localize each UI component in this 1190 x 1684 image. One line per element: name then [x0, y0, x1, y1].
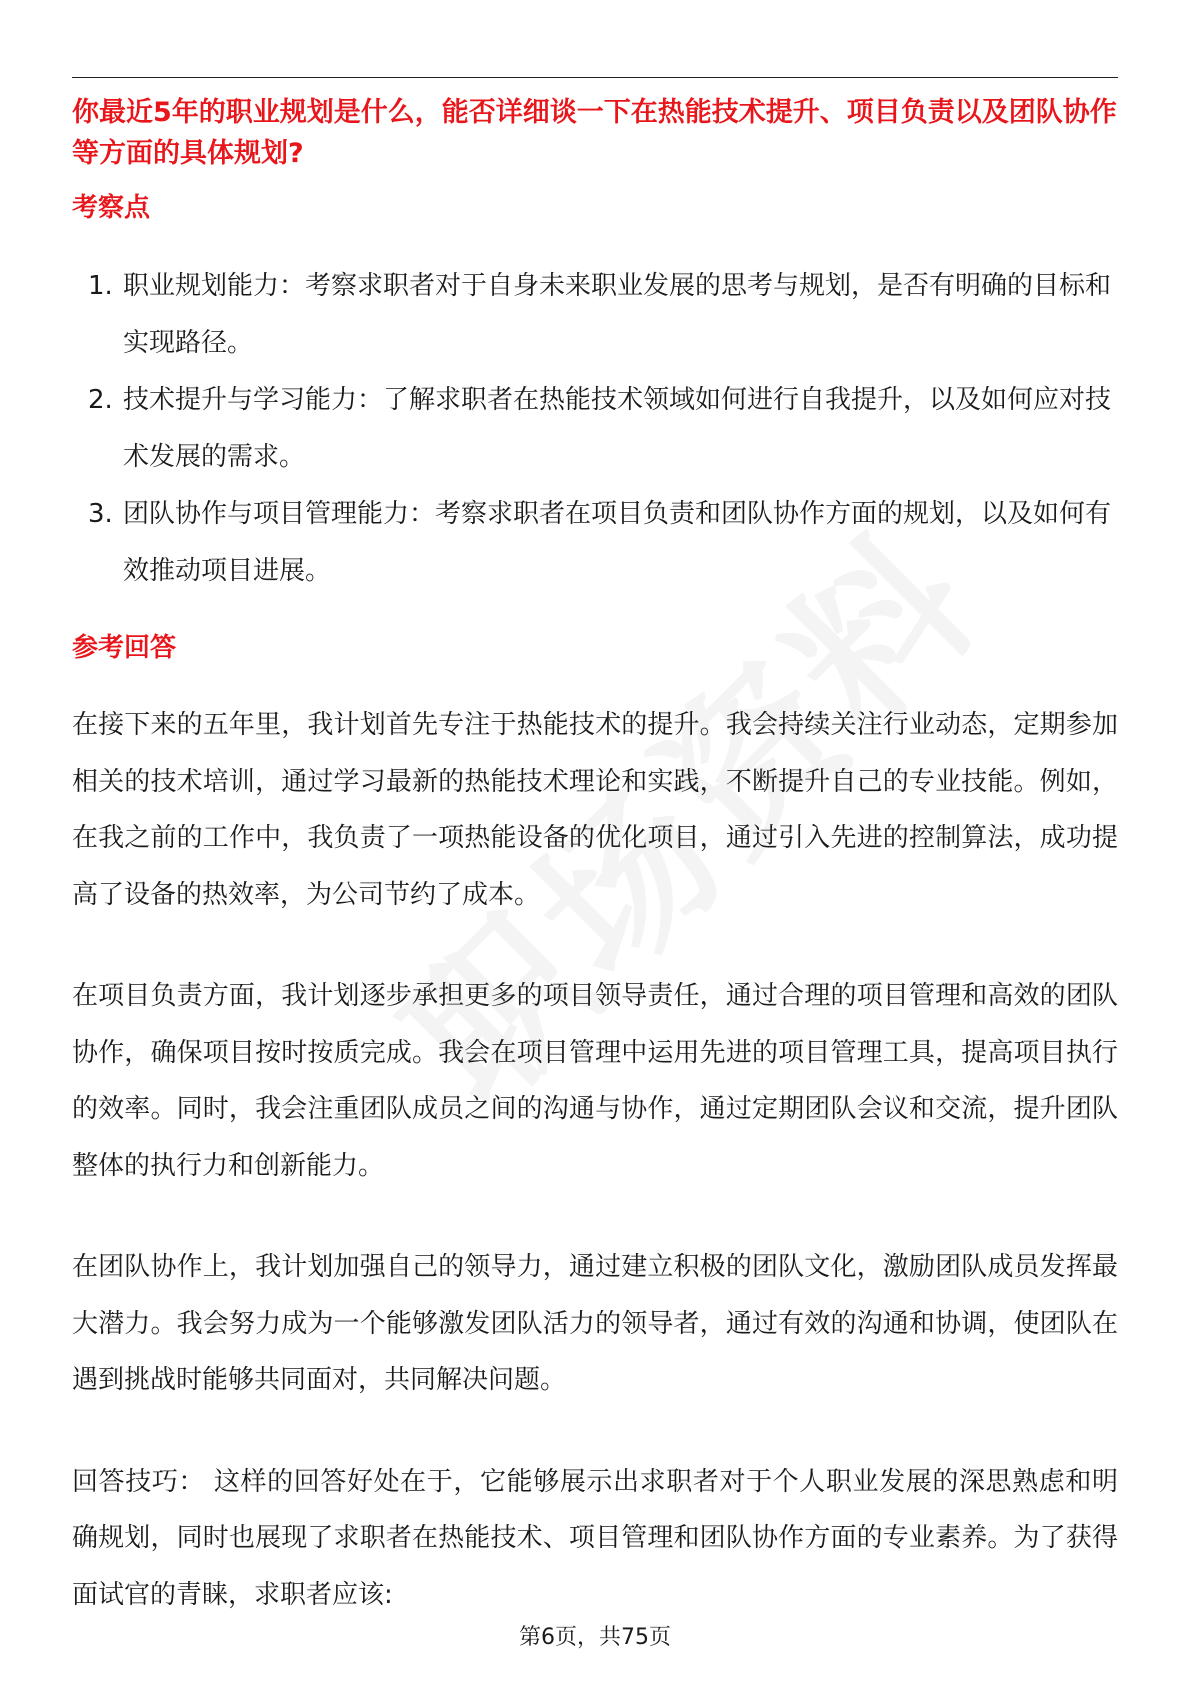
- page-footer: 第6页，共75页: [519, 1625, 671, 1650]
- list-item-text: 团队协作与项目管理能力：考察求职者在项目负责和团队协作方面的规划，以及如何有效推动项目进展。: [123, 499, 1112, 586]
- list-item-text: 技术提升与学习能力：了解求职者在热能技术领域如何进行自我提升，以及如何应对技术发展的需求。: [123, 385, 1112, 472]
- list-item-text: 职业规划能力：考察求职者对于自身未来职业发展的思考与规划，是否有明确的目标和实现路径。: [123, 271, 1112, 358]
- paragraph-tips: 回答技巧： 这样的回答好处在于，它能够展示出求职者对于个人职业发展的深思熟虑和明确规划，同时也展现了求职者在热能技术、项目管理和团队协作方面的专业素养。为了获得面试官的青睐，求职者应该:: [72, 1466, 1118, 1610]
- list-number: 1.: [88, 271, 113, 301]
- list-item: [72, 372, 1118, 486]
- section-title-points: 考察点: [72, 193, 151, 223]
- question-heading: 你最近5年的职业规划是什么，能否详细谈一下在热能技术提升、项目负责以及团队协作等方面的具体规划?: [72, 97, 1117, 169]
- list-number: 3.: [88, 499, 113, 529]
- list-item: [72, 258, 1118, 372]
- paragraph: 在团队协作上，我计划加强自己的领导力，通过建立积极的团队文化，激励团队成员发挥最大潜力。我会努力成为一个能够激发团队活力的领导者，通过有效的沟通和协调，使团队在遇到挑战时能够共同面对，共同解决问题。: [72, 1252, 1118, 1395]
- paragraph: 在项目负责方面，我计划逐步承担更多的项目领导责任，通过合理的项目管理和高效的团队协作，确保项目按时按质完成。我会在项目管理中运用先进的项目管理工具，提高项目执行的效率。同时，我会注重团队成员之间的沟通与协作，通过定期团队会议和交流，提升团队整体的执行力和创新能力。: [72, 981, 1118, 1181]
- paragraph: 在接下来的五年里，我计划首先专注于热能技术的提升。我会持续关注行业动态，定期参加相关的技术培训，通过学习最新的热能技术理论和实践，不断提升自己的专业技能。例如，在我之前的工作中，我负责了一项热能设备的优化项目，通过引入先进的控制算法，成功提高了设备的热效率，为公司节约了成本。: [72, 710, 1118, 910]
- section-title-answer: 参考回答: [72, 633, 177, 663]
- top-divider: [72, 77, 1118, 78]
- answer-body: [72, 697, 1118, 1668]
- evaluation-points-list: [72, 258, 1118, 600]
- list-item: [72, 486, 1118, 600]
- list-number: 2.: [88, 385, 113, 415]
